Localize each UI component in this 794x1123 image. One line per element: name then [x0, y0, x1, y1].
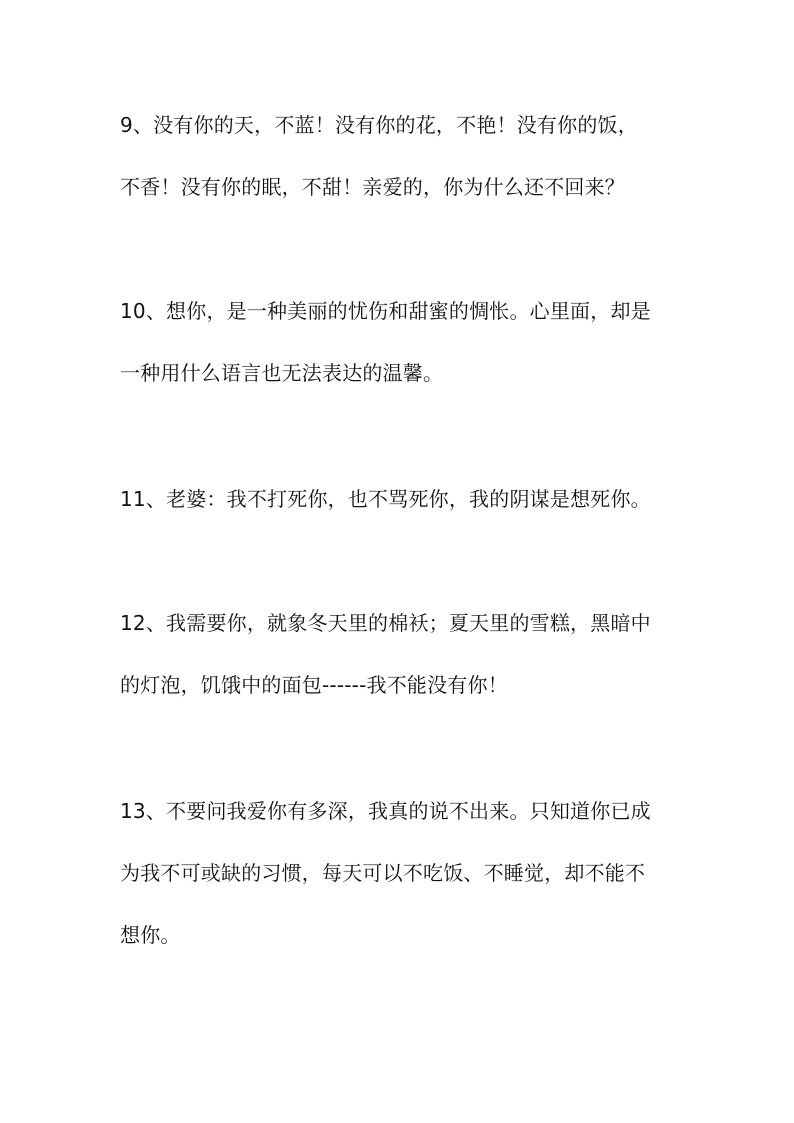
paragraph-10-line-1: 10、想你，是一种美丽的忧伤和甜蜜的惆怅。心里面，却是 — [120, 299, 651, 323]
paragraph-11-line-1: 11、老婆：我不打死你，也不骂死你，我的阴谋是想死你。 — [120, 487, 651, 511]
paragraph-12-line-1: 12、我需要你，就象冬天里的棉袄；夏天里的雪糕，黑暗中 — [120, 611, 651, 635]
paragraph-9-line-1: 9、没有你的天，不蓝！没有你的花，不艳！没有你的饭， — [120, 113, 638, 137]
paragraph-12-line-2: 的灯泡，饥饿中的面包------我不能没有你！ — [120, 673, 508, 697]
paragraph-10-line-2: 一种用什么语言也无法表达的温馨。 — [120, 361, 444, 385]
paragraph-9-line-2: 不香！没有你的眠，不甜！亲爱的，你为什么还不回来？ — [120, 175, 625, 199]
paragraph-13-line-2: 为我不可或缺的习惯，每天可以不吃饭、不睡觉，却不能不 — [120, 861, 646, 885]
paragraph-13-line-3: 想你。 — [120, 923, 181, 947]
paragraph-13-line-1: 13、不要问我爱你有多深，我真的说不出来。只知道你已成 — [120, 799, 651, 823]
